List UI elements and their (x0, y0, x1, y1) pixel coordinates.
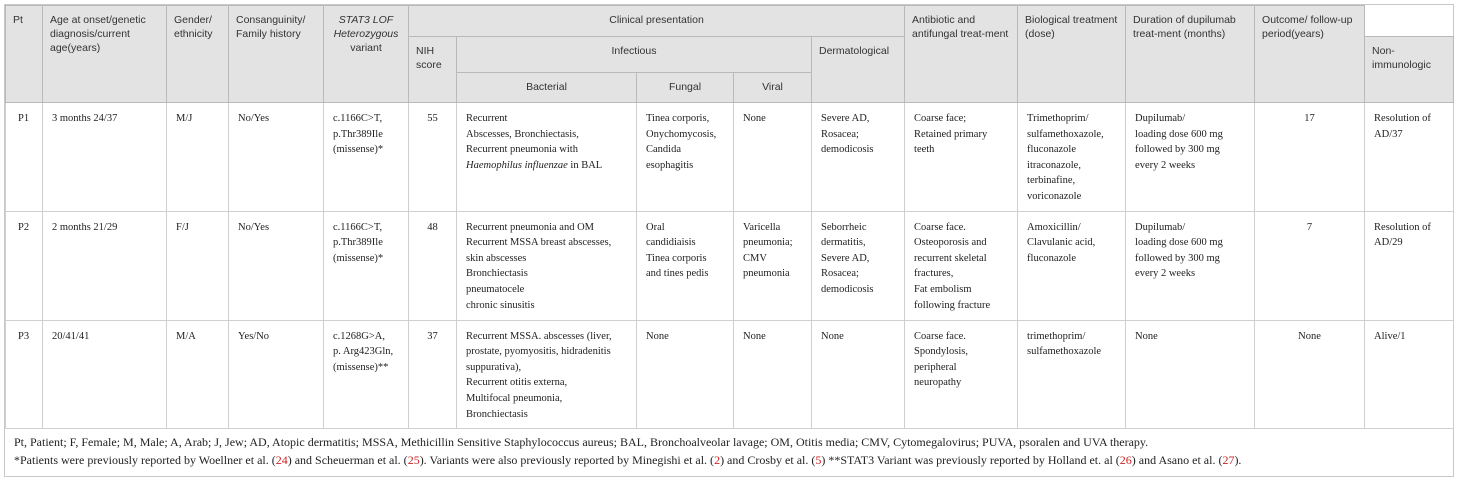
cell-antibiotic (1018, 320, 1126, 429)
antibiotic-line: Clavulanic acid, (1027, 237, 1096, 249)
nonimmuno-line: peripheral (914, 361, 957, 373)
nonimmuno-line: teeth (914, 144, 935, 156)
derm-line: dermatitis, (821, 237, 866, 249)
variant-line: (missense)* (333, 252, 384, 264)
cell-gender: F/J (167, 211, 229, 320)
antibiotic-line: fluconazole (1027, 252, 1077, 264)
cell-nih-score: 55 (409, 103, 457, 212)
bacterial-line (466, 158, 627, 174)
cell-bacterial (457, 103, 637, 212)
cell-consanguinity: No/Yes (229, 103, 324, 212)
biological-line: every 2 weeks (1135, 159, 1196, 171)
table-row (6, 103, 1454, 212)
outcome-line: AD/37 (1374, 128, 1403, 140)
antibiotic-line: terbinafine, (1027, 175, 1076, 187)
bacterial-line: Abscesses, Bronchiectasis, (466, 128, 579, 140)
cell-bacterial (457, 211, 637, 320)
derm-line: Rosacea; (821, 128, 859, 140)
cell-age: 20/41/41 (43, 320, 167, 429)
biological-line: None (1135, 330, 1158, 342)
cell-fungal (637, 103, 734, 212)
header-outcome: Outcome/ follow-up period(years) (1255, 6, 1365, 103)
viral-line: Varicella (743, 221, 781, 233)
biological-line: Dupilumab/ (1135, 113, 1186, 124)
outcome-line: Resolution of (1374, 113, 1431, 124)
reference-link-26[interactable]: 26 (1119, 453, 1132, 467)
nonimmuno-line: Fat embolism (914, 283, 972, 295)
nonimmuno-line: recurrent skeletal (914, 252, 987, 264)
derm-line: Rosacea; (821, 268, 859, 280)
biological-line: Dupilumab/ (1135, 221, 1186, 233)
cell-consanguinity: Yes/No (229, 320, 324, 429)
reference-link-24[interactable]: 24 (275, 453, 288, 467)
derm-line: Severe AD, (821, 252, 870, 264)
antibiotic-line: trimethoprim/ (1027, 330, 1086, 342)
viral-line: pneumonia (743, 268, 790, 280)
outcome-line: Alive/1 (1374, 330, 1406, 342)
viral-line: CMV (743, 252, 767, 264)
variant-line: c.1166C>T, (333, 113, 383, 124)
derm-line: demodicosis (821, 283, 874, 295)
footnote-text: ) **STAT3 Variant was previously reported by Holland et. al ( (821, 453, 1120, 467)
outcome-line: Resolution of (1374, 221, 1431, 233)
variant-line: c.1268G>A, (333, 330, 385, 342)
bacterial-line: Multifocal pneumonia, (466, 392, 563, 404)
footnote-text: *Patients were previously reported by Woellner et al. ( (14, 453, 276, 467)
bacterial-line: Recurrent MSSA breast abscesses, (466, 237, 612, 249)
header-bacterial: Bacterial (457, 73, 637, 103)
derm-line: Severe AD, (821, 113, 870, 124)
fungal-line: Oral (646, 221, 665, 233)
header-nih-score: NIH score (409, 37, 457, 103)
cell-duration: 17 (1255, 103, 1365, 212)
cell-nih-score: 37 (409, 320, 457, 429)
antibiotic-line: Amoxicillin/ (1027, 221, 1081, 233)
reference-link-2[interactable]: 2 (714, 453, 721, 467)
cell-biological (1126, 103, 1255, 212)
bacterial-line: Recurrent (466, 113, 508, 124)
cell-outcome (1365, 211, 1454, 320)
bacterial-line: Recurrent pneumonia with (466, 144, 578, 156)
fungal-line: esophagitis (646, 159, 694, 171)
cell-dermatological (812, 320, 905, 429)
cell-gender: M/J (167, 103, 229, 212)
cell-pt: P1 (6, 103, 43, 212)
cell-bacterial (457, 320, 637, 429)
cell-dermatological (812, 211, 905, 320)
cell-duration: None (1255, 320, 1365, 429)
cell-variant (324, 103, 409, 212)
nonimmuno-line: fractures, (914, 268, 954, 280)
table-footnote (14, 433, 1444, 469)
footnote-abbreviations: Pt, Patient; F, Female; M, Male; A, Arab; J, Jew; AD, Atopic dermatitis; MSSA, Methicillin Sensitive Staphylococcus aureus; BAL, Bronchoalveolar lavage; OM, Otitis media; CMV, Cytomegalovirus; PUVA, psoralen and UVA therapy. (14, 435, 1149, 449)
viral-line: None (743, 330, 766, 342)
header-consanguinity: Consanguinity/ Family history (229, 6, 324, 103)
outcome-line: AD/29 (1374, 237, 1403, 249)
cell-consanguinity: No/Yes (229, 211, 324, 320)
nonimmuno-line: Spondylosis, (914, 346, 969, 358)
header-non-immunologic: Non-immunologic (1365, 37, 1454, 103)
cell-age: 2 months 21/29 (43, 211, 167, 320)
patient-table (5, 5, 1454, 429)
bacterial-line: pneumatocele (466, 283, 525, 295)
biological-line: loading dose 600 mg (1135, 128, 1223, 140)
biological-line: loading dose 600 mg (1135, 237, 1223, 249)
antibiotic-line: Trimethoprim/ (1027, 113, 1089, 124)
header-gender: Gender/ ethnicity (167, 6, 229, 103)
bacterial-line: Recurrent pneumonia and OM (466, 221, 595, 233)
table-row (6, 211, 1454, 320)
bacterial-line: Recurrent otitis externa, (466, 377, 568, 389)
header-infectious: Infectious (457, 37, 812, 73)
reference-link-5[interactable]: 5 (815, 453, 822, 467)
footnote-text: ) and Asano et al. ( (1131, 453, 1223, 467)
biological-line: followed by 300 mg (1135, 252, 1220, 264)
cell-variant (324, 211, 409, 320)
fungal-line: and tines pedis (646, 268, 709, 280)
table-row (6, 320, 1454, 429)
fungal-line: Candida (646, 144, 681, 156)
antibiotic-line: itraconazole, (1027, 159, 1081, 171)
footnote-text: ) and Scheuerman et al. ( (287, 453, 408, 467)
nonimmuno-line: Coarse face; (914, 113, 967, 124)
antibiotic-line: sulfamethoxazole (1027, 346, 1102, 358)
variant-line: p.Thr389Ile (333, 128, 383, 140)
cell-pt: P2 (6, 211, 43, 320)
biological-line: every 2 weeks (1135, 268, 1196, 280)
fungal-line: Tinea corporis, (646, 113, 710, 124)
header-fungal: Fungal (637, 73, 734, 103)
cell-variant (324, 320, 409, 429)
header-stat3-rest: variant (350, 42, 382, 54)
variant-line: p.Thr389Ile (333, 237, 383, 249)
cell-antibiotic (1018, 103, 1126, 212)
reference-link-25[interactable]: 25 (407, 453, 420, 467)
nonimmuno-line: Coarse face. (914, 221, 966, 233)
fungal-line: Tinea corporis (646, 252, 707, 264)
cell-fungal (637, 320, 734, 429)
header-biological: Biological treatment (dose) (1018, 6, 1126, 103)
cell-nih-score: 48 (409, 211, 457, 320)
nonimmuno-line: neuropathy (914, 377, 962, 389)
cell-antibiotic (1018, 211, 1126, 320)
cell-dermatological (812, 103, 905, 212)
antibiotic-line: sulfamethoxazole, (1027, 128, 1104, 140)
cell-outcome (1365, 320, 1454, 429)
variant-line: c.1166C>T, (333, 221, 383, 233)
footnote-text: ). (1234, 453, 1242, 467)
footnote-text: ). Variants were also previously reported by Minegishi et al. ( (419, 453, 715, 467)
cell-age: 3 months 24/37 (43, 103, 167, 212)
header-clinical-presentation: Clinical presentation (409, 6, 905, 37)
fungal-line: Onychomycosis, (646, 128, 717, 140)
header-viral: Viral (734, 73, 812, 103)
header-duration: Duration of dupilumab treat-ment (months) (1126, 6, 1255, 103)
bacterial-line: chronic sinusitis (466, 299, 535, 311)
bacterial-line: Bronchiectasis (466, 268, 528, 280)
fungal-line: None (646, 330, 669, 342)
table-container (4, 4, 1454, 477)
header-pt: Pt (6, 6, 43, 103)
fungal-line: candidiaisis (646, 237, 696, 249)
cell-non-immunologic (905, 211, 1018, 320)
variant-line: (missense)** (333, 361, 389, 373)
bacterial-line: suppurativa), (466, 361, 522, 373)
cell-gender: M/A (167, 320, 229, 429)
viral-line: None (743, 113, 766, 124)
antibiotic-line: voriconazole (1027, 190, 1082, 202)
cell-viral (734, 103, 812, 212)
viral-line: pneumonia; (743, 237, 793, 249)
cell-outcome (1365, 103, 1454, 212)
nonimmuno-line: Coarse face. (914, 330, 966, 342)
bacterial-line: Recurrent MSSA. abscesses (liver, (466, 330, 612, 342)
cell-biological (1126, 211, 1255, 320)
cell-viral (734, 320, 812, 429)
nonimmuno-line: Osteoporosis and (914, 237, 987, 249)
bacterial-line: Bronchiectasis (466, 408, 528, 420)
nonimmuno-line: Retained primary (914, 128, 988, 140)
antibiotic-line: fluconazole (1027, 144, 1077, 156)
header-age: Age at onset/genetic diagnosis/current age(years) (43, 6, 167, 103)
derm-line: Seborrheic (821, 221, 867, 233)
variant-line: (missense)* (333, 144, 384, 156)
cell-biological (1126, 320, 1255, 429)
bacterial-organism: Haemophilus influenzae (466, 159, 568, 171)
header-stat3-italic: STAT3 LOF Heterozygous (333, 14, 399, 40)
footnote-references (14, 451, 1444, 469)
bacterial-line: prostate, pyomyositis, hidradenitis (466, 346, 611, 358)
header-antibiotic: Antibiotic and antifungal treat-ment (905, 6, 1018, 103)
biological-line: followed by 300 mg (1135, 144, 1220, 156)
derm-line: demodicosis (821, 144, 874, 156)
bacterial-line: skin abscesses (466, 252, 527, 264)
nonimmuno-line: following fracture (914, 299, 991, 311)
cell-non-immunologic (905, 320, 1018, 429)
cell-viral (734, 211, 812, 320)
reference-link-27[interactable]: 27 (1222, 453, 1235, 467)
header-stat3-variant (324, 6, 409, 103)
bacterial-tail: in BAL (567, 159, 603, 171)
cell-duration: 7 (1255, 211, 1365, 320)
cell-pt: P3 (6, 320, 43, 429)
cell-non-immunologic (905, 103, 1018, 212)
derm-line: None (821, 330, 844, 342)
variant-line: p. Arg423Gln, (333, 346, 394, 358)
cell-fungal (637, 211, 734, 320)
footnote-text: ) and Crosby et al. ( (720, 453, 816, 467)
header-dermatological: Dermatological (812, 37, 905, 103)
